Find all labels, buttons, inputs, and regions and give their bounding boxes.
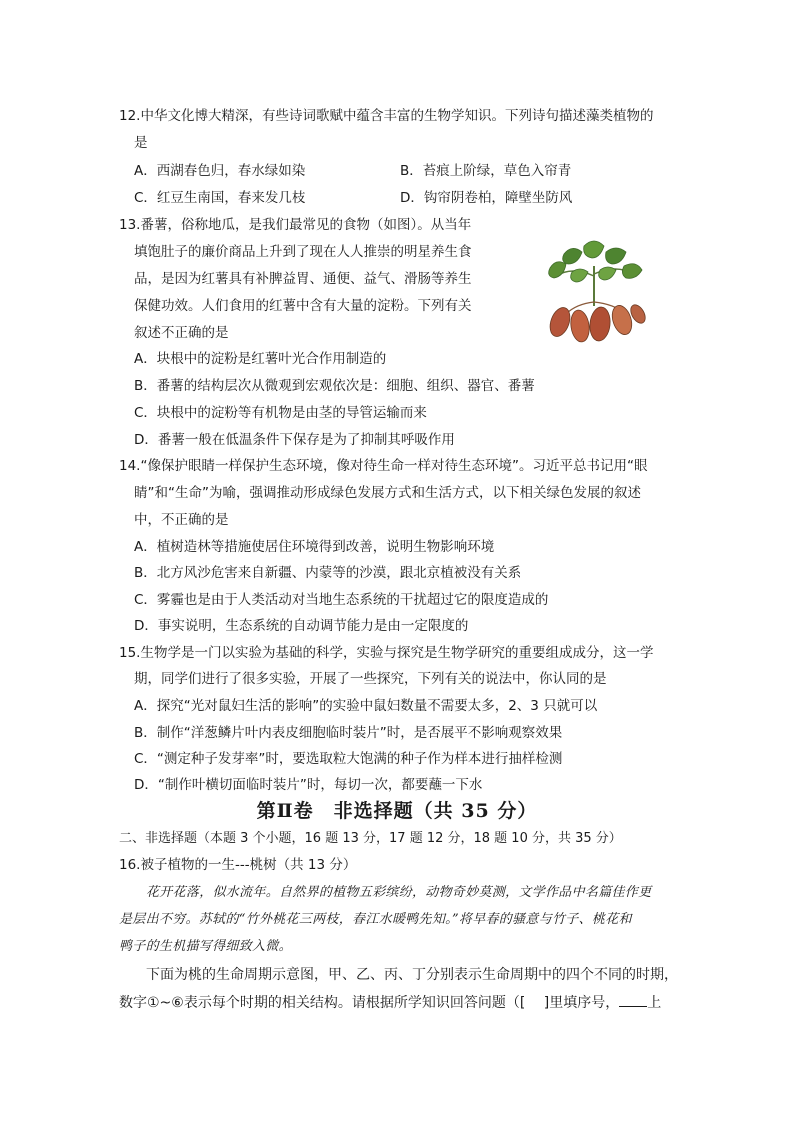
q12-option-c: C．红豆生南国，春来发几枝 [134,190,306,206]
q15-option-a: A．探究“光对鼠妇生活的影响”的实验中鼠妇数量不需要太多，2、3 只就可以 [134,698,598,714]
q14-option-d: D．事实说明，生态系统的自动调节能力是由一定限度的 [134,618,469,634]
roots [546,302,648,343]
q16-paragraph-line1: 花开花落，似水流年。自然界的植物五彩缤纷，动物奇妙莫测，文学作品中名篇佳作更 [146,885,652,900]
q13-stem-line3: 品，是因为红薯具有补脾益胃、通便、益气、滑肠等养生 [134,271,472,287]
q13-stem-line1: 13.番薯，俗称地瓜，是我们最常见的食物（如图）。从当年 [119,217,472,233]
answer-blank [619,992,647,1007]
q15-stem-line1: 15.生物学是一门以实验为基础的科学，实验与探究是生物学研究的重要组成成分，这一学 [119,645,654,661]
section-2-heading: 二、非选择题（本题 3 个小题，16 题 13 分，17 题 12 分，18 题 10 分，共 35 分） [119,831,622,846]
q16-intro-text: 数字①~⑥表示每个时期的相关结构。请根据所学知识回答问题（[ ]里填序号， [119,995,620,1011]
q16-paragraph-line2: 是层出不穷。苏轼的“竹外桃花三两枝，春江水暖鸭先知。”将早春的骚意与竹子、桃花和 [119,912,632,927]
q13-stem-line2: 填饱肚子的廉价商品上升到了现在人人推崇的明星养生食 [134,244,472,260]
q15-option-b: B．制作“洋葱鳞片叶内表皮细胞临时装片”时，是否展平不影响观察效果 [134,725,563,741]
q15-option-d: D．“制作叶横切面临时装片”时，每切一次，都要蘸一下水 [134,777,483,793]
q13-option-a: A．块根中的淀粉是红薯叶光合作用制造的 [134,351,387,367]
q14-stem-line3: 中，不正确的是 [134,512,229,528]
q14-option-b: B．北方风沙危害来自新疆、内蒙等的沙漠，跟北京植被没有关系 [134,565,522,581]
q16-intro-tail: 上 [647,995,662,1011]
q15-stem-line2: 期，同学们进行了很多实验，开展了一些探究，下列有关的说法中，你认同的是 [134,671,607,687]
q16-title: 16.被子植物的一生---桃树（共 13 分） [119,857,357,873]
q14-option-a: A．植树造林等措施使居住环境得到改善，说明生物影响环境 [134,539,495,555]
q14-stem-line1: 14.“像保护眼睛一样保护生态环境，像对待生命一样对待生态环境”。习近平总书记用“眼 [119,458,648,474]
q12-stem-line2: 是 [134,135,148,151]
q16-paragraph-line3: 鸭子的生机描写得细致入微。 [119,939,292,954]
q13-stem-line4: 保健功效。人们食用的红薯中含有大量的淀粉。下列有关 [134,298,472,314]
q13-option-d: D．番薯一般在低温条件下保存是为了抑制其呼吸作用 [134,432,455,448]
leaves [549,241,642,306]
q12-option-d: D．钩帘阴卷柏，障壁坐防风 [400,190,573,206]
sweet-potato-figure [542,236,648,346]
q16-intro-line2 [119,992,661,1013]
q12-stem-line1: 12.中华文化博大精深，有些诗词歌赋中蕴含丰富的生物学知识。下列诗句描述藻类植物的 [119,108,654,124]
q14-stem-line2: 睛”和“生命”为喻，强调推动形成绿色发展方式和生活方式，以下相关绿色发展的叙述 [134,485,641,501]
q15-option-c: C．“测定种子发芽率”时，要选取粒大饱满的种子作为样本进行抽样检测 [134,751,563,767]
q12-option-a: A．西湖春色归，春水绿如染 [134,163,306,179]
q14-option-c: C．雾霾也是由于人类活动对当地生态系统的干扰超过它的限度造成的 [134,592,549,608]
q16-intro-line1: 下面为桃的生命周期示意图，甲、乙、丙、丁分别表示生命周期中的四个不同的时期， [146,967,678,983]
q13-option-b: B．番薯的结构层次从微观到宏观依次是：细胞、组织、器官、番薯 [134,378,535,394]
q12-option-b: B．苔痕上阶绿，草色入帘青 [400,163,572,179]
q13-option-c: C．块根中的淀粉等有机物是由茎的导管运输而来 [134,405,427,421]
section-2-title: 第Ⅱ卷 非选择题（共 35 分） [256,800,538,822]
q13-stem-line5: 叙述不正确的是 [134,325,229,341]
